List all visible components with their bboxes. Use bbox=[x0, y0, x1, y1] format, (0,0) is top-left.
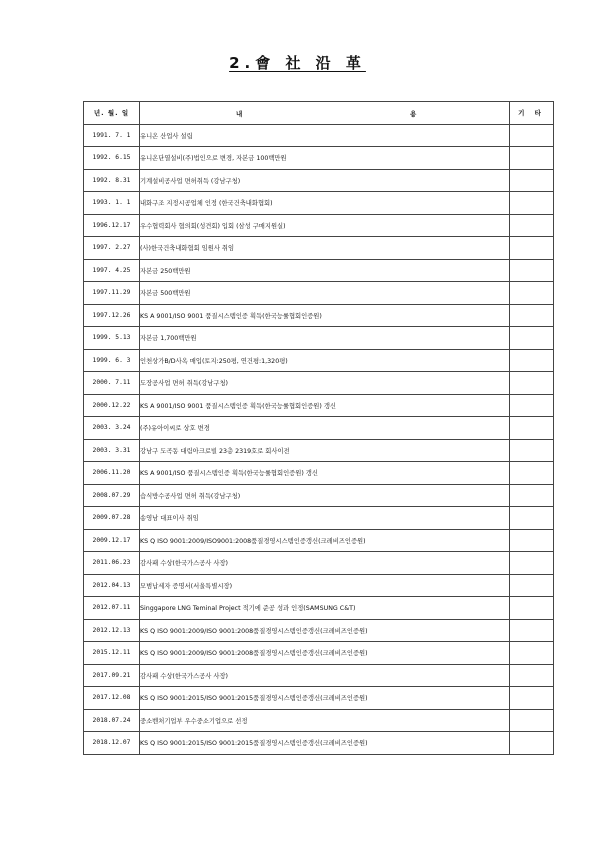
content-cell: 자본금 500백만원 bbox=[140, 282, 510, 305]
remark-cell bbox=[510, 237, 554, 260]
header-content-label-b: 용 bbox=[410, 110, 417, 118]
table-row bbox=[84, 484, 554, 507]
content-cell: KS Q ISO 9001:2015/ISO 9001:2015품질경영시스템인증갱신(크레비즈인증원) bbox=[140, 732, 510, 755]
date-cell: 1996.12.17 bbox=[84, 214, 140, 237]
date-cell: 1992. 8.31 bbox=[84, 169, 140, 192]
table-row bbox=[84, 732, 554, 755]
table-row bbox=[84, 214, 554, 237]
content-cell: 내화구조 지정시공업체 인정 (한국건축내화협회) bbox=[140, 192, 510, 215]
table-row bbox=[84, 327, 554, 350]
remark-cell bbox=[510, 372, 554, 395]
remark-cell bbox=[510, 169, 554, 192]
company-history-table bbox=[83, 101, 554, 755]
date-cell: 2018.12.07 bbox=[84, 732, 140, 755]
remark-cell bbox=[510, 507, 554, 530]
date-cell: 2003. 3.31 bbox=[84, 439, 140, 462]
date-cell: 2018.07.24 bbox=[84, 709, 140, 732]
content-cell: (주)유아이씨로 상호 변경 bbox=[140, 417, 510, 440]
content-cell: Singgapore LNG Teminal Project 적기에 준공 성과 인정(SAMSUNG C&T) bbox=[140, 597, 510, 620]
table-row bbox=[84, 619, 554, 642]
date-cell: 1992. 6.15 bbox=[84, 147, 140, 170]
date-cell: 2009.07.28 bbox=[84, 507, 140, 530]
date-cell: 1997. 2.27 bbox=[84, 237, 140, 260]
remark-cell bbox=[510, 597, 554, 620]
remark-cell bbox=[510, 462, 554, 485]
date-cell: 2017.12.08 bbox=[84, 687, 140, 710]
content-cell: 강남구 도곡동 대림아크로빌 23층 2319호로 회사이전 bbox=[140, 439, 510, 462]
content-cell: 감사패 수상(한국가스공사 사장) bbox=[140, 552, 510, 575]
date-cell: 2011.06.23 bbox=[84, 552, 140, 575]
content-cell: KS A 9001/ISO 품질시스템인증 획득(한국능률협회인증원) 갱신 bbox=[140, 462, 510, 485]
remark-cell bbox=[510, 552, 554, 575]
date-cell: 2017.09.21 bbox=[84, 664, 140, 687]
date-cell: 2008.07.29 bbox=[84, 484, 140, 507]
table-row bbox=[84, 687, 554, 710]
table-row bbox=[84, 237, 554, 260]
content-cell: KS Q ISO 9001:2009/ISO 9001:2008품질경영시스템인증갱신(크레비즈인증원) bbox=[140, 619, 510, 642]
date-cell: 1997.12.26 bbox=[84, 304, 140, 327]
table-row bbox=[84, 597, 554, 620]
table-row bbox=[84, 349, 554, 372]
remark-cell bbox=[510, 664, 554, 687]
remark-cell bbox=[510, 327, 554, 350]
header-content bbox=[140, 102, 510, 125]
table-row bbox=[84, 394, 554, 417]
remark-cell bbox=[510, 709, 554, 732]
date-cell: 2006.11.20 bbox=[84, 462, 140, 485]
table-header-row bbox=[84, 102, 554, 125]
table-row bbox=[84, 439, 554, 462]
content-cell: KS Q ISO 9001:2009/ISO9001:2008품질경영시스템인증갱신(크레비즈인증원) bbox=[140, 529, 510, 552]
remark-cell bbox=[510, 529, 554, 552]
remark-cell bbox=[510, 282, 554, 305]
remark-cell bbox=[510, 732, 554, 755]
content-cell: 인천상가B/D사옥 매입(토지:250평, 연건평:1,320평) bbox=[140, 349, 510, 372]
content-cell: KS Q ISO 9001:2009/ISO 9001:2008품질경영시스템인증갱신(크레비즈인증원) bbox=[140, 642, 510, 665]
table-row bbox=[84, 552, 554, 575]
date-cell: 2012.12.13 bbox=[84, 619, 140, 642]
table-row bbox=[84, 282, 554, 305]
date-cell: 2012.07.11 bbox=[84, 597, 140, 620]
table-row bbox=[84, 169, 554, 192]
table-row bbox=[84, 192, 554, 215]
content-cell: 습식방수공사업 면허 취득(강남구청) bbox=[140, 484, 510, 507]
content-cell: 유니온단열설비(주)법인으로 변경, 자본금 100백만원 bbox=[140, 147, 510, 170]
content-cell: 송영남 대표이사 취임 bbox=[140, 507, 510, 530]
table-row bbox=[84, 709, 554, 732]
content-cell: 자본금 250백만원 bbox=[140, 259, 510, 282]
content-cell: KS A 9001/ISO 9001 품질시스템인증 획득(한국능률협회인증원) 갱신 bbox=[140, 394, 510, 417]
table-row bbox=[84, 574, 554, 597]
remark-cell bbox=[510, 619, 554, 642]
date-cell: 2000.12.22 bbox=[84, 394, 140, 417]
date-cell: 2015.12.11 bbox=[84, 642, 140, 665]
date-cell: 2000. 7.11 bbox=[84, 372, 140, 395]
remark-cell bbox=[510, 439, 554, 462]
content-cell: 감사패 수상(한국가스공사 사장) bbox=[140, 664, 510, 687]
table-row bbox=[84, 529, 554, 552]
remark-cell bbox=[510, 124, 554, 147]
date-cell: 2003. 3.24 bbox=[84, 417, 140, 440]
remark-cell bbox=[510, 304, 554, 327]
date-cell: 1993. 1. 1 bbox=[84, 192, 140, 215]
remark-cell bbox=[510, 687, 554, 710]
date-cell: 1997. 4.25 bbox=[84, 259, 140, 282]
table-row bbox=[84, 304, 554, 327]
table-row bbox=[84, 462, 554, 485]
date-cell: 1997.11.29 bbox=[84, 282, 140, 305]
content-cell: 모범납세자 증명서(서울특별시장) bbox=[140, 574, 510, 597]
content-cell: 도장공사업 면허 취득(강남구청) bbox=[140, 372, 510, 395]
date-cell: 1999. 6. 3 bbox=[84, 349, 140, 372]
content-cell: 기계설비공사업 면허취득 (강남구청) bbox=[140, 169, 510, 192]
date-cell: 2009.12.17 bbox=[84, 529, 140, 552]
remark-cell bbox=[510, 394, 554, 417]
table-row bbox=[84, 147, 554, 170]
remark-cell bbox=[510, 259, 554, 282]
header-date: 년. 월. 일 bbox=[84, 102, 140, 125]
content-cell: 자본금 1,700백만원 bbox=[140, 327, 510, 350]
table-row bbox=[84, 417, 554, 440]
content-cell: KS Q ISO 9001:2015/ISO 9001:2015품질경영시스템인증갱신(크레비즈인증원) bbox=[140, 687, 510, 710]
remark-cell bbox=[510, 417, 554, 440]
date-cell: 1991. 7. 1 bbox=[84, 124, 140, 147]
remark-cell bbox=[510, 214, 554, 237]
table-row bbox=[84, 372, 554, 395]
remark-cell bbox=[510, 147, 554, 170]
content-cell: KS A 9001/ISO 9001 품질시스템인증 획득(한국능률협회인증원) bbox=[140, 304, 510, 327]
table-row bbox=[84, 664, 554, 687]
table-body bbox=[84, 124, 554, 754]
remark-cell bbox=[510, 484, 554, 507]
content-cell: 우수협력회사 협의회(성견회) 입회 (삼성 구매지원실) bbox=[140, 214, 510, 237]
remark-cell bbox=[510, 192, 554, 215]
header-content-label-a: 내 bbox=[236, 110, 243, 118]
content-cell: 중소벤처기업부 우수중소기업으로 선정 bbox=[140, 709, 510, 732]
content-cell: (사)한국건축내화협회 임원사 취임 bbox=[140, 237, 510, 260]
remark-cell bbox=[510, 642, 554, 665]
date-cell: 2012.04.13 bbox=[84, 574, 140, 597]
table-row bbox=[84, 124, 554, 147]
table-row bbox=[84, 642, 554, 665]
date-cell: 1999. 5.13 bbox=[84, 327, 140, 350]
page-title: 2.會 社 沿 革 bbox=[229, 54, 366, 72]
content-cell: 유니온 산업사 설립 bbox=[140, 124, 510, 147]
remark-cell bbox=[510, 574, 554, 597]
remark-cell bbox=[510, 349, 554, 372]
header-remark: 기 타 bbox=[510, 102, 554, 125]
table-row bbox=[84, 507, 554, 530]
table-row bbox=[84, 259, 554, 282]
